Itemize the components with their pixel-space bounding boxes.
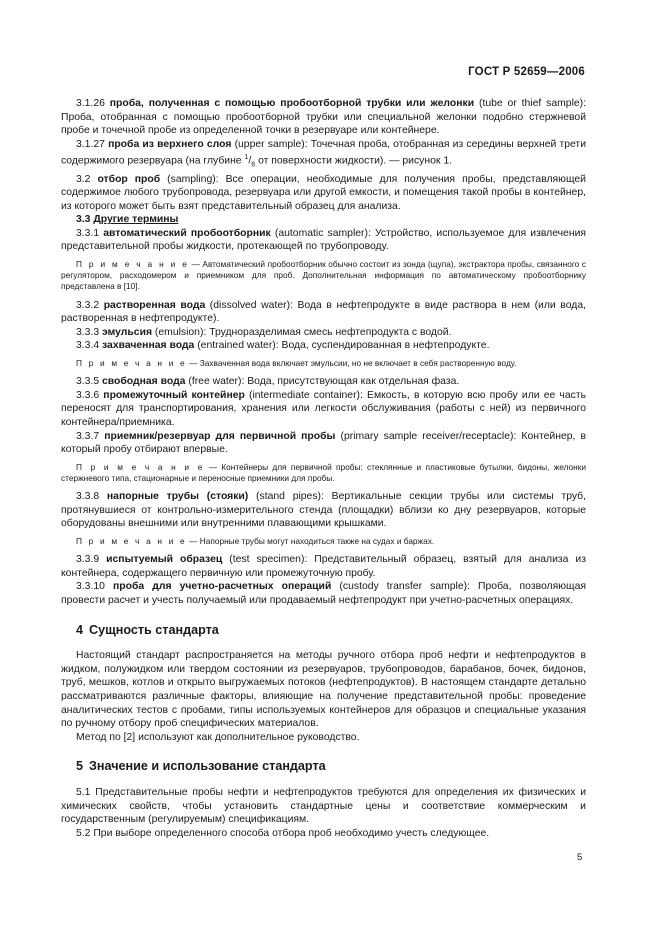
definition-text: от поверхности жидкости). — рисунок 1. bbox=[255, 155, 452, 167]
note-3-3-1 bbox=[61, 259, 586, 293]
standard-code-header: ГОСТ Р 52659—2006 bbox=[468, 66, 585, 78]
clause-number: 3.3.1 bbox=[76, 227, 100, 239]
clause-number: 3.3.5 bbox=[76, 376, 100, 388]
note-text: — Напорные трубы могут находиться также на судах и баржах. bbox=[186, 536, 435, 547]
clause-number: 3.3.9 bbox=[76, 554, 100, 566]
clause-5-2 bbox=[61, 827, 586, 841]
term: напорные трубы (стояки) bbox=[106, 491, 249, 503]
term: захваченная вода bbox=[102, 340, 195, 352]
term: проба из верхнего слоя bbox=[108, 138, 232, 150]
term: автоматический пробоотборник bbox=[103, 227, 271, 239]
definition-text: (upper sample): Точечная проба, отобранная из середины верхней трети содержимого резервуара (на глубине bbox=[61, 138, 586, 167]
note-text: — Захваченная вода включает эмульсии, но не включает в себя растворенную воду. bbox=[186, 358, 517, 369]
definition-text: (test specimen): Представительный образец, взятый для анализа из контейнера, содержащего первичную или промежуточную пробу. bbox=[61, 554, 586, 579]
definition-3-2 bbox=[61, 173, 586, 214]
term: свободная вода bbox=[102, 376, 186, 388]
term: приемник/резервуар для первичной пробы bbox=[104, 430, 336, 442]
definition-3-3-7 bbox=[61, 430, 586, 457]
clause-number: 3.3.8 bbox=[76, 491, 100, 503]
definition-text: (intermediate container): Емкость, в которую всю пробу или ее часть переносят для транспортирования, хранения или легкости обслуживания (работы с ней) из первичного контейнера/приемника. bbox=[61, 389, 586, 429]
term: проба, полученная с помощью пробоотборной трубки или желонки bbox=[109, 98, 475, 109]
definition-3-3-6 bbox=[61, 389, 586, 430]
definition-text: (automatic sampler): Устройство, используемое для извлечения представительной пробы жидкости, протекающей по трубопроводу. bbox=[61, 227, 587, 253]
note-3-3-7 bbox=[61, 462, 586, 484]
subsection-3-3-heading bbox=[76, 213, 586, 227]
definition-3-3-2 bbox=[61, 299, 586, 326]
section-4-paragraph: Настоящий стандарт распространяется на методы ручного отбора проб нефти и нефтепродуктов в жидком, полужидком или твердом состоянии из резервуаров, трубопроводов, барабанов, бочек, бидонов, труб, мешков, котлов и открыто выгружаемых потоков (нефтепродуктов). В настоящем стандарте детально рассматриваются различные факторы, влияющие на получение представительной пробы: проведение аналитических тестов с пробами, типы используемых контейнеров для образцов и специальные указания по ручному отбору проб специфических материалов. bbox=[61, 650, 586, 730]
section-number: 4 bbox=[76, 622, 84, 637]
term: растворенная вода bbox=[103, 299, 206, 311]
definition-text: (dissolved water): Вода в нефтепродукте в виде раствора в нем (или вода, растворенная в нефтепродукте). bbox=[61, 299, 586, 325]
section-title: Значение и использование стандарта bbox=[89, 759, 326, 774]
subsection-number: 3.3 bbox=[76, 214, 91, 226]
fraction-denominator: 6 bbox=[251, 161, 256, 169]
term: испытуемый образец bbox=[106, 554, 223, 566]
clause-text: При выборе определенного способа отбора проб необходимо учесть следующее. bbox=[90, 827, 490, 839]
term: отбор проб bbox=[97, 173, 161, 185]
definition-text: (custody transfer sample): Проба, позволяющая провести расчет и учесть получаемый или продаваемый нефтепродукт при учетно-расчетных операциях. bbox=[61, 581, 586, 606]
definition-3-3-3 bbox=[61, 326, 586, 340]
section-4-paragraph-reference: Метод по [2] используют как дополнительное руководство. bbox=[76, 731, 360, 743]
definition-text: (stand pipes): Вертикальные секции трубы или системы труб, протянувшиеся от контрольно-измерительного стенда (площадки) вблизи ко дну резервуаров, которые оборудованы внешними или внутренними плавающими крышками. bbox=[61, 491, 587, 530]
definition-3-1-26 bbox=[61, 97, 586, 138]
definition-3-3-5 bbox=[61, 375, 586, 389]
section-number: 5 bbox=[76, 759, 84, 774]
clause-number: 3.2 bbox=[76, 173, 91, 185]
clause-number: 3.3.3 bbox=[76, 326, 100, 338]
definition-3-3-10 bbox=[61, 580, 586, 607]
section-title: Сущность стандарта bbox=[89, 622, 219, 637]
definition-text: (tube or thief sample): Проба, отобранная с помощью пробоотборной трубки или специальной желонки подобно стержневой пробе и точечной пробе из определенной точки в резервуаре или контейнере. bbox=[61, 98, 586, 137]
page-content bbox=[61, 97, 586, 840]
term: проба для учетно-расчетных операций bbox=[112, 581, 332, 593]
note-text: — Автоматический пробоотборник обычно состоит из зонда (щупа), экстрактора пробы, связанного с регулятором, расходомером и приемником для проб. Дополнительная информация по автоматическому пробоотборнику представлена в [10]. bbox=[61, 259, 586, 292]
definition-3-3-9 bbox=[61, 553, 586, 580]
note-label: П р и м е ч а н и е bbox=[76, 536, 187, 547]
definition-text: (free water): Вода, присутствующая как отдельная фаза. bbox=[185, 376, 460, 388]
clause-number: 5.1 bbox=[76, 786, 91, 798]
clause-text: Представительные пробы нефти и нефтепродуктов требуются для определения их физических и химических свойств, чтобы установить стандартные цены и соответствие коммерческим и государственным (регулируемым) спецификациям. bbox=[61, 786, 586, 826]
definition-3-3-4 bbox=[61, 339, 586, 353]
note-label: П р и м е ч а н и е bbox=[76, 461, 205, 472]
page-number: 5 bbox=[577, 852, 583, 863]
note-3-3-8 bbox=[61, 536, 586, 547]
section-4-heading bbox=[76, 624, 586, 638]
term: промежуточный контейнер bbox=[103, 389, 245, 401]
subsection-title: Другие термины bbox=[93, 214, 179, 226]
clause-number: 3.1.26 bbox=[76, 98, 105, 109]
note-3-3-4 bbox=[61, 358, 586, 369]
clause-number: 3.3.10 bbox=[76, 581, 105, 593]
clause-number: 3.3.2 bbox=[76, 299, 100, 311]
definition-3-3-8 bbox=[61, 490, 586, 531]
term: эмульсия bbox=[102, 326, 153, 338]
clause-number: 3.3.4 bbox=[76, 340, 100, 352]
clause-number: 3.3.7 bbox=[76, 430, 100, 442]
definition-text: (sampling): Все операции, необходимые для получения пробы, представляющей содержимое любого трубопровода, резервуара или другой емкости, и помещения такой пробы в контейнер, из которого может быть взят представительный образец для анализа. bbox=[61, 173, 586, 212]
definition-3-3-1 bbox=[61, 227, 586, 254]
clause-number: 5.2 bbox=[76, 827, 91, 839]
definition-text: (entrained water): Вода, суспендированная в нефтепродукте. bbox=[194, 340, 490, 352]
note-label: П р и м е ч а н и е bbox=[76, 259, 190, 270]
clause-number: 3.1.27 bbox=[76, 138, 105, 150]
definition-3-1-27: 3.1.27 проба из верхнего слоя (upper sample): Точечная проба, отобранная из середины верхней трети содержимого резервуара (на глубине $^1/_6$ от поверхности жидкости). — рисунок 1. bbox=[61, 138, 586, 169]
fraction-numerator: 1 bbox=[244, 154, 249, 162]
clause-number: 3.3.6 bbox=[76, 389, 100, 401]
section-5-heading bbox=[76, 760, 586, 774]
clause-5-1 bbox=[61, 786, 586, 827]
definition-text: (emulsion): Трудноразделимая смесь нефтепродукта с водой. bbox=[152, 326, 452, 338]
note-label: П р и м е ч а н и е bbox=[76, 358, 187, 369]
definition-text: (primary sample receiver/receptacle): Контейнер, в который пробу отбирают впервые. bbox=[61, 430, 586, 456]
note-text: — Контейнеры для первичной пробы: стеклянные и пластиковые бутылки, бидоны, желонки стержневого типа, стационарные и переносные приемники для пробы. bbox=[61, 461, 586, 484]
